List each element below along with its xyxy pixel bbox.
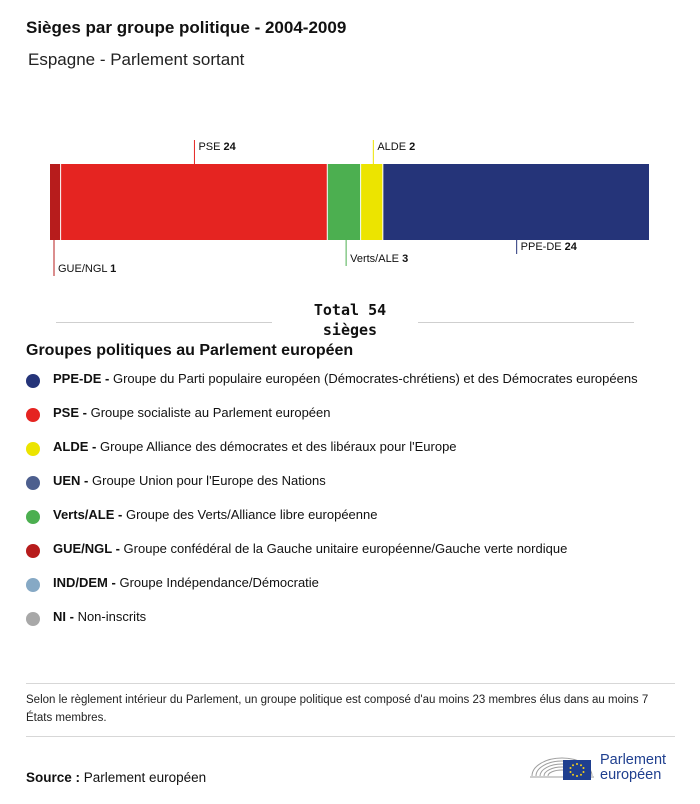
stacked-bar-chart (0, 130, 700, 290)
legend-code: UEN - (53, 473, 92, 488)
bar-segment-pse (61, 164, 327, 240)
legend-code: ALDE - (53, 439, 100, 454)
source (26, 770, 206, 785)
legend-title: Groupes politiques au Parlement européen (26, 342, 354, 359)
legend-code: IND/DEM - (53, 575, 120, 590)
legend (26, 370, 676, 642)
legend-description: Groupe Alliance des démocrates et des libéraux pour l'Europe (99, 439, 457, 454)
legend-swatch-icon (26, 578, 40, 592)
legend-description: Groupe Indépendance/Démocratie (119, 575, 319, 590)
legend-item (26, 506, 676, 524)
logo-line2: européen (600, 767, 662, 783)
legend-swatch-icon (26, 544, 40, 558)
legend-swatch-icon (26, 612, 40, 626)
legend-item (26, 574, 676, 592)
footnote: Selon le règlement intérieur du Parlement, un groupe politique est composé d'au moins 23 membres élus dans au moins 7 États membres. (26, 694, 649, 724)
data-label-gue-ngl: GUE/NGL 1 (58, 263, 117, 275)
legend-code: PSE - (53, 405, 91, 420)
bar-segment-verts-ale (328, 164, 360, 240)
logo-line1: Parlement (600, 752, 667, 768)
legend-item (26, 438, 676, 456)
data-label-verts-ale: Verts/ALE 3 (350, 253, 409, 265)
total-value: 54 (368, 301, 387, 319)
legend-description: Groupe du Parti populaire européen (Démocrates-chrétiens) et des Démocrates européens (112, 371, 638, 386)
legend-description: Groupe socialiste au Parlement européen (90, 405, 331, 420)
data-label-alde: ALDE 2 (377, 141, 416, 153)
total-rule-right (418, 322, 634, 323)
legend-item (26, 370, 676, 388)
legend-code: PPE-DE - (53, 371, 113, 386)
divider-top (26, 683, 675, 684)
chart-title: Sièges par groupe politique - 2004-2009 (26, 18, 347, 37)
legend-swatch-icon (26, 374, 40, 388)
total-seats (0, 300, 700, 340)
legend-description: Non-inscrits (77, 609, 147, 624)
legend-item (26, 608, 676, 626)
total-rule-left (56, 322, 272, 323)
legend-swatch-icon (26, 510, 40, 524)
data-label-pse: PSE 24 (198, 141, 236, 153)
source-value: Parlement européen (83, 770, 207, 785)
total-prefix: Total (313, 301, 360, 319)
legend-description: Groupe Union pour l'Europe des Nations (92, 473, 326, 488)
bar-segment-ppe-de (383, 164, 649, 240)
source-label: Source : (26, 770, 81, 785)
logo-text (600, 753, 666, 783)
legend-code: Verts/ALE - (53, 507, 126, 522)
divider-bottom (26, 736, 675, 737)
legend-swatch-icon (26, 408, 40, 422)
bar-segment-gue-ngl (50, 164, 60, 240)
legend-item (26, 472, 676, 490)
legend-description: Groupe confédéral de la Gauche unitaire européenne/Gauche verte nordique (123, 541, 568, 556)
chart-subtitle: Espagne - Parlement sortant (28, 50, 245, 69)
legend-code: GUE/NGL - (53, 541, 124, 556)
legend-swatch-icon (26, 442, 40, 456)
legend-swatch-icon (26, 476, 40, 490)
bar-segment-alde (361, 164, 382, 240)
legend-code: NI - (53, 609, 78, 624)
legend-item (26, 404, 676, 422)
legend-item (26, 540, 676, 558)
data-label-ppe-de: PPE-DE 24 (520, 241, 577, 253)
legend-description: Groupe des Verts/Alliance libre européenne (125, 507, 378, 522)
total-suffix: sièges (322, 321, 378, 339)
